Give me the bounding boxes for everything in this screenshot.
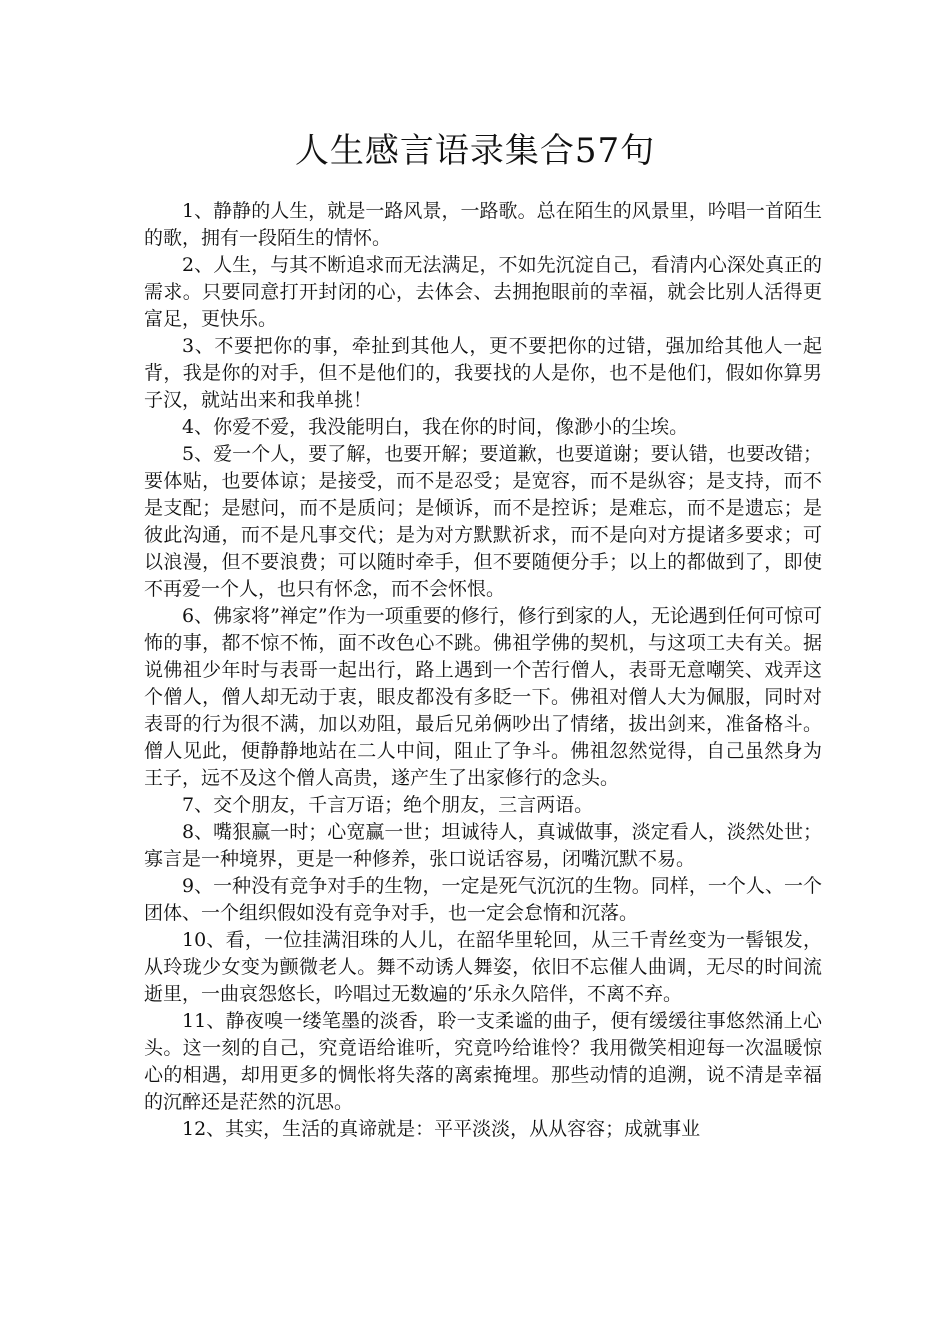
- paragraph-2: 2、人生，与其不断追求而无法满足，不如先沉淀自己，看清内心深处真正的需求。只要同意打开封闭的心，去体会、去拥抱眼前的幸福，就会比别人活得更富足，更快乐。: [144, 254, 822, 330]
- paragraph-5: 5、爱一个人，要了解，也要开解；要道歉，也要道谢；要认错，也要改错；要体贴，也要体谅；是接受，而不是忍受；是宽容，而不是纵容；是支持，而不是支配；是慰问，而不是质问；是倾诉，而不是控诉；是难忘，而不是遗忘；是彼此沟通，而不是凡事交代；是为对方默默祈求，而不是向对方提诸多要求；可以浪漫，但不要浪费；可以随时牵手，但不要随便分手；以上的都做到了，即使不再爱一个人，也只有怀念，而不会怀恨。: [144, 443, 822, 600]
- document-title: 人生感言语录集合57句: [294, 131, 656, 171]
- paragraph-10: 10、看，一位挂满泪珠的人儿，在韶华里轮回，从三千青丝变为一髻银发，从玲珑少女变为颤微老人。舞不动诱人舞姿，依旧不忘催人曲调，无尽的时间流逝里，一曲哀怨悠长，吟唱过无数遍的’乐永久陪伴，不离不弃。: [144, 929, 822, 1005]
- paragraph-9: 9、一种没有竞争对手的生物，一定是死气沉沉的生物。同样，一个人、一个团体、一个组织假如没有竞争对手，也一定会怠惰和沉落。: [144, 875, 822, 924]
- paragraph-8: 8、嘴狠赢一时；心宽赢一世；坦诚待人，真诚做事，淡定看人，淡然处世；寡言是一种境界，更是一种修养，张口说话容易，闭嘴沉默不易。: [144, 821, 822, 870]
- paragraph-3: 3、不要把你的事，牵扯到其他人，更不要把你的过错，强加给其他人一起背，我是你的对手，但不是他们的，我要找的人是你，也不是他们，假如你算男子汉，就站出来和我单挑！: [144, 335, 822, 411]
- paragraph-11: 11、静夜嗅一缕笔墨的淡香，聆一支柔谧的曲子，便有缓缓往事悠然涌上心头。这一刻的自己，究竟语给谁听，究竟吟给谁怜？我用微笑相迎每一次温暖惊心的相遇，却用更多的惆怅将失落的离索掩埋。那些动情的追溯，说不清是幸福的沉醉还是茫然的沉思。: [144, 1010, 822, 1113]
- paragraph-12: 12、其实，生活的真谛就是：平平淡淡，从从容容；成就事业: [182, 1118, 701, 1140]
- document-body: [144, 198, 822, 1143]
- paragraph-6: 6、佛家将”禅定”作为一项重要的修行，修行到家的人，无论遇到任何可惊可怖的事，都不惊不怖，面不改色心不跳。佛祖学佛的契机，与这项工夫有关。据说佛祖少年时与表哥一起出行，路上遇到一个苦行僧人，表哥无意嘲笑、戏弄这个僧人，僧人却无动于衷，眼皮都没有多眨一下。佛祖对僧人大为佩服，同时对表哥的行为很不满，加以劝阻，最后兄弟俩吵出了情绪，拔出剑来，准备格斗。僧人见此，便静静地站在二人中间，阻止了争斗。佛祖忽然觉得，自己虽然身为王子，远不及这个僧人高贵，遂产生了出家修行的念头。: [144, 605, 822, 789]
- paragraph-7: 7、交个朋友，千言万语；绝个朋友，三言两语。: [182, 794, 594, 816]
- paragraph-4: 4、你爱不爱，我没能明白，我在你的时间，像渺小的尘埃。: [182, 416, 689, 438]
- paragraph-1: 1、静静的人生，就是一路风景，一路歌。总在陌生的风景里，吟唱一首陌生的歌，拥有一段陌生的情怀。: [144, 200, 822, 249]
